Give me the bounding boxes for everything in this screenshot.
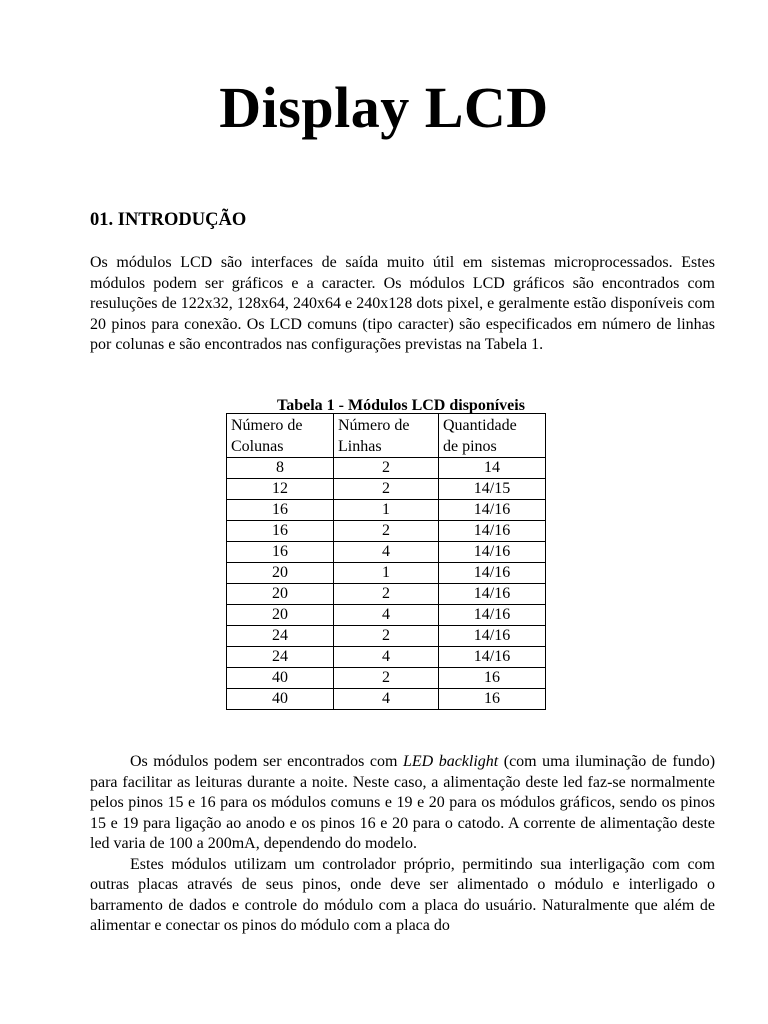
- cell-linhas: 2: [334, 479, 439, 500]
- document-title: Display LCD: [219, 75, 549, 140]
- backlight-current-sentence: A corrente de alimentação deste led varia de 100 a 200mA, dependendo do modelo.: [90, 814, 716, 852]
- table-row: [227, 563, 546, 584]
- table-row: [227, 626, 546, 647]
- cell-colunas: 20: [227, 605, 334, 626]
- table-row: [227, 605, 546, 626]
- header-colunas: [227, 414, 334, 458]
- table-row: [227, 668, 546, 689]
- header-colunas-line1: Número de: [231, 417, 303, 434]
- cell-linhas: 2: [334, 668, 439, 689]
- cell-linhas: 4: [334, 605, 439, 626]
- cell-colunas: 16: [227, 500, 334, 521]
- cell-linhas: 2: [334, 521, 439, 542]
- cell-colunas: 12: [227, 479, 334, 500]
- header-pinos-line2: de pinos: [443, 438, 497, 455]
- header-pinos: [439, 414, 546, 458]
- cell-pinos: 14/16: [439, 542, 546, 563]
- table-row: [227, 521, 546, 542]
- cell-pinos: 16: [439, 668, 546, 689]
- backlight-text-rest: (com uma iluminação de fundo) para facilitar as leituras durante a noite. Neste caso, a alimentação deste led faz-se normalmente pelos pinos 15 e 16 para os módulos comuns e 19 e 20 para os módulos gráficos, sendo os pinos 15 e 19 para ligação ao anodo e os pinos 16 e 20 para o catodo.: [90, 753, 716, 832]
- body-section: [90, 752, 715, 937]
- cell-linhas: 2: [334, 458, 439, 479]
- header-colunas-line2: Colunas: [231, 438, 284, 455]
- cell-linhas: 1: [334, 500, 439, 521]
- header-pinos-line1: Quantidade: [443, 417, 517, 434]
- cell-colunas: 40: [227, 668, 334, 689]
- table-header-row: [227, 414, 546, 458]
- intro-paragraph-text: Os módulos LCD são interfaces de saída muito útil em sistemas microprocessados. Estes módulos podem ser gráficos e a caracter. Os módulos LCD gráficos são encontrados com resuluções de 122x32, 128x64, 240x64 e 240x128 dots pixel, e geralmente estão disponíveis com 20 pinos para conexão. Os LCD comuns (tipo caracter) são especificados em número de linhas por colunas e são encontrados nas configurações previstas na Tabela 1.: [90, 254, 715, 353]
- cell-linhas: 4: [334, 542, 439, 563]
- table-row: [227, 584, 546, 605]
- cell-pinos: 14/16: [439, 647, 546, 668]
- cell-colunas: 16: [227, 521, 334, 542]
- controller-paragraph: Estes módulos utilizam um controlador próprio, permitindo sua interligação com com outras placas através de seus pinos, onde deve ser alimentado o módulo e interligado o barramento de dados e controle do módulo com a placa do usuário. Naturalmente que além de alimentar e conectar os pinos do módulo com a placa do: [90, 855, 715, 934]
- cell-colunas: 20: [227, 584, 334, 605]
- led-backlight-term: LED backlight: [402, 753, 499, 770]
- table-row: [227, 479, 546, 500]
- cell-colunas: 16: [227, 542, 334, 563]
- backlight-paragraph: [90, 752, 715, 855]
- header-linhas-line2: Linhas: [338, 438, 382, 455]
- cell-linhas: 4: [334, 689, 439, 710]
- cell-pinos: 14/15: [439, 479, 546, 500]
- cell-colunas: 20: [227, 563, 334, 584]
- cell-pinos: 14: [439, 458, 546, 479]
- cell-linhas: 4: [334, 647, 439, 668]
- table-row: [227, 689, 546, 710]
- cell-pinos: 16: [439, 689, 546, 710]
- cell-pinos: 14/16: [439, 584, 546, 605]
- table-row: [227, 647, 546, 668]
- backlight-text-start: Os módulos podem ser encontrados com: [130, 753, 403, 770]
- lcd-modules-table: [226, 413, 546, 710]
- cell-colunas: 24: [227, 647, 334, 668]
- cell-pinos: 14/16: [439, 563, 546, 584]
- cell-colunas: 40: [227, 689, 334, 710]
- intro-paragraph: [90, 253, 715, 356]
- cell-pinos: 14/16: [439, 626, 546, 647]
- table-caption: Tabela 1 - Módulos LCD disponíveis: [277, 397, 525, 414]
- cell-colunas: 8: [227, 458, 334, 479]
- cell-linhas: 2: [334, 626, 439, 647]
- cell-linhas: 1: [334, 563, 439, 584]
- cell-pinos: 14/16: [439, 521, 546, 542]
- header-linhas: [334, 414, 439, 458]
- cell-colunas: 24: [227, 626, 334, 647]
- cell-linhas: 2: [334, 584, 439, 605]
- table-row: [227, 458, 546, 479]
- cell-pinos: 14/16: [439, 605, 546, 626]
- table-row: [227, 500, 546, 521]
- section-heading-introducao: 01. INTRODUÇÃO: [90, 210, 247, 230]
- cell-pinos: 14/16: [439, 500, 546, 521]
- table-row: [227, 542, 546, 563]
- header-linhas-line1: Número de: [338, 417, 410, 434]
